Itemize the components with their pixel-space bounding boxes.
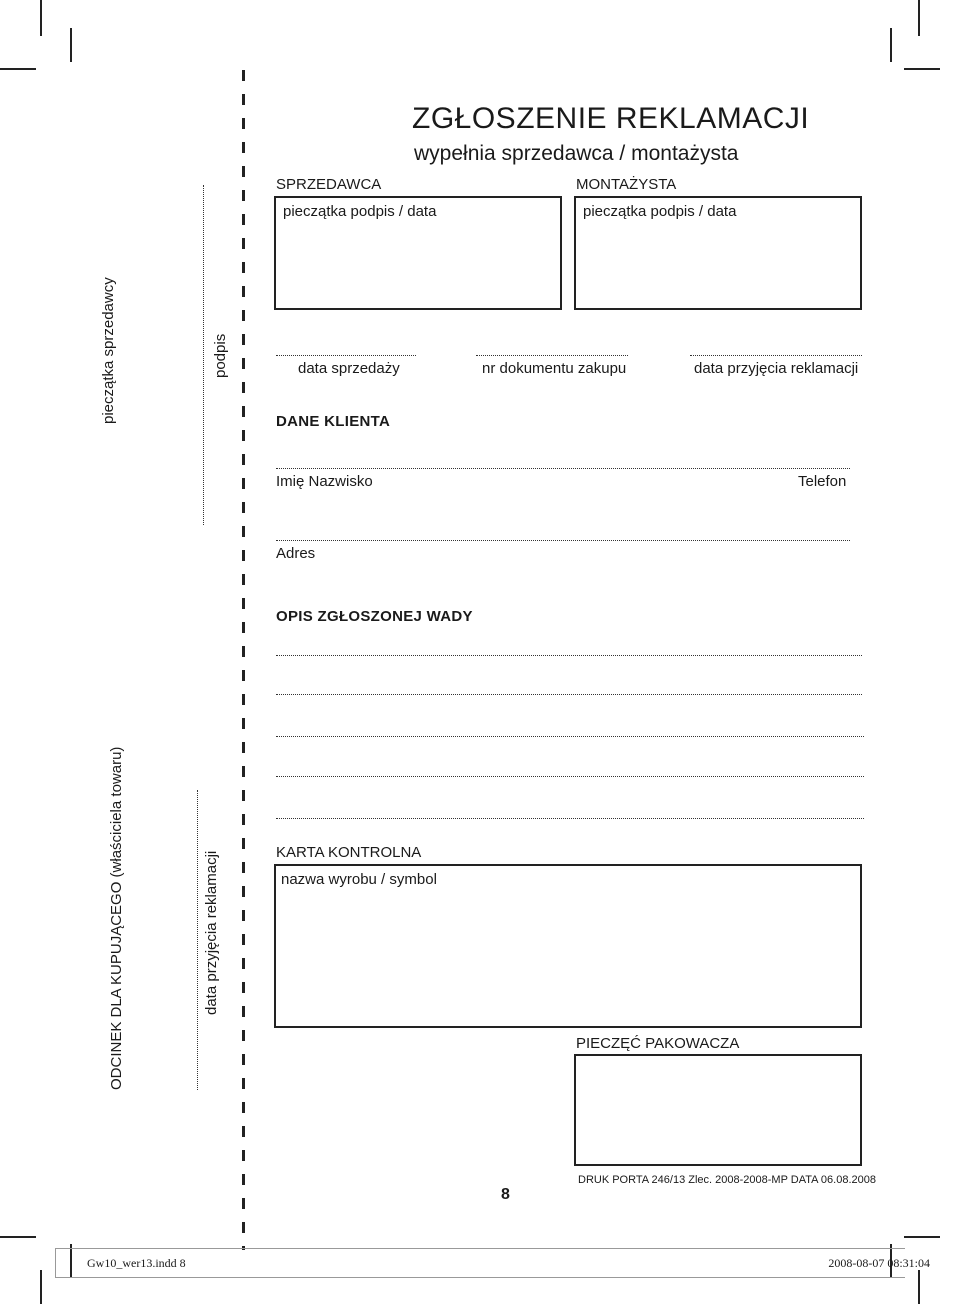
installer-box-label: pieczątka podpis / data xyxy=(583,203,737,220)
sale-date-line[interactable] xyxy=(276,355,416,356)
packer-stamp-box[interactable] xyxy=(574,1054,862,1166)
footer-slug xyxy=(55,1248,930,1278)
crop-mark-top-right-v xyxy=(890,28,892,62)
purchase-doc-label: nr dokumentu zakupu xyxy=(482,360,627,377)
defect-heading: OPIS ZGŁOSZONEJ WADY xyxy=(276,608,473,625)
crop-mark-top-left-v2 xyxy=(70,28,72,62)
installer-stamp-box[interactable] xyxy=(574,196,862,310)
print-info: DRUK PORTA 246/13 Zlec. 2008-2008-MP DATA 06.08.2008 xyxy=(578,1174,876,1186)
stub-signature-label: podpis xyxy=(212,333,229,378)
defect-line-5[interactable] xyxy=(276,818,864,819)
complaint-date-label: data przyjęcia reklamacji xyxy=(694,360,859,377)
installer-heading: MONTAŻYSTA xyxy=(576,176,677,193)
control-box-label: nazwa wyrobu / symbol xyxy=(281,871,437,888)
crop-mark-top-left-h xyxy=(0,68,36,70)
packer-heading: PIECZĘĆ PAKOWACZA xyxy=(576,1035,740,1052)
defect-line-4[interactable] xyxy=(276,776,864,777)
footer-file: Gw10_wer13.indd 8 xyxy=(87,1256,186,1270)
stub-signature-line xyxy=(203,185,204,525)
control-heading: KARTA KONTROLNA xyxy=(276,844,422,861)
control-box[interactable] xyxy=(274,864,862,1028)
purchase-doc-line[interactable] xyxy=(476,355,628,356)
crop-mark-bottom-right-h xyxy=(904,1236,940,1238)
stub-seller-stamp-label: pieczątka sprzedawcy xyxy=(100,277,117,424)
sale-date-label: data sprzedaży xyxy=(298,360,400,377)
phone-label: Telefon xyxy=(798,473,847,490)
buyer-stub-label: ODCINEK DLA KUPUJĄCEGO (właściciela towaru) xyxy=(108,746,125,1090)
seller-heading: SPRZEDAWCA xyxy=(276,176,382,193)
stub-complaint-date-label: data przyjęcia reklamacji xyxy=(203,850,220,1015)
client-heading: DANE KLIENTA xyxy=(276,413,391,430)
footer-timestamp: 2008-08-07 08:31:04 xyxy=(828,1256,930,1270)
crop-mark-bottom-left-h xyxy=(0,1236,36,1238)
crop-mark-top-right-h xyxy=(904,68,940,70)
name-label: Imię Nazwisko xyxy=(276,473,373,490)
page-title: ZGŁOSZENIE REKLAMACJI xyxy=(412,102,810,135)
page-number: 8 xyxy=(501,1186,510,1203)
footer-separator-left xyxy=(55,1249,56,1277)
page-subtitle: wypełnia sprzedawca / montażysta xyxy=(414,142,739,165)
defect-line-1[interactable] xyxy=(276,655,862,656)
crop-mark-bottom-left-v xyxy=(40,1270,42,1304)
cut-line xyxy=(242,70,245,1250)
seller-box-label: pieczątka podpis / data xyxy=(283,203,437,220)
address-line[interactable] xyxy=(276,540,850,541)
crop-mark-top-left-v xyxy=(40,0,42,36)
complaint-date-line[interactable] xyxy=(690,355,862,356)
seller-stamp-box[interactable] xyxy=(274,196,562,310)
crop-mark-bottom-right-v2 xyxy=(918,1270,920,1304)
crop-mark-top-right-v2 xyxy=(918,0,920,36)
name-phone-line[interactable] xyxy=(276,468,850,469)
defect-line-2[interactable] xyxy=(276,694,862,695)
stub-complaint-date-line xyxy=(197,790,198,1090)
address-label: Adres xyxy=(276,545,316,562)
defect-line-3[interactable] xyxy=(276,736,864,737)
